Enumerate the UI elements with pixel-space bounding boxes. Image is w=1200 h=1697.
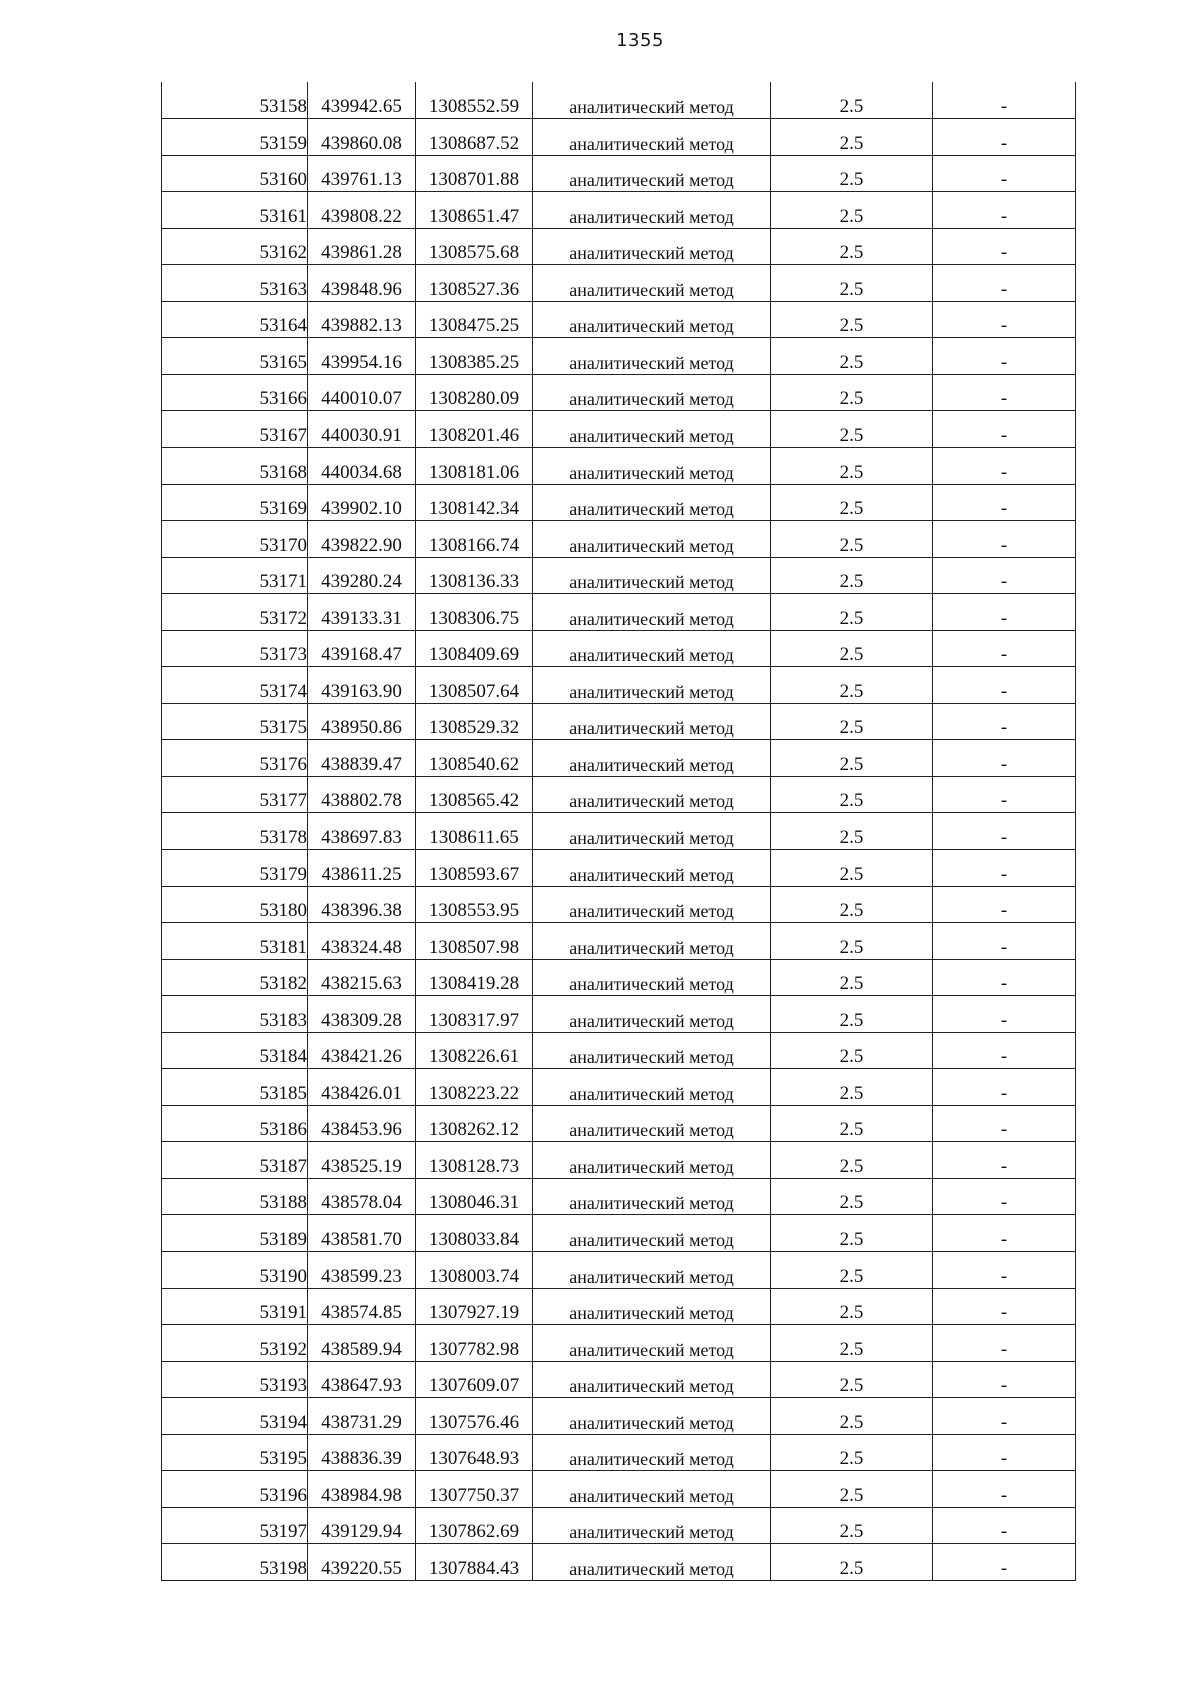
- x-coordinate-cell: 438839.47: [308, 740, 416, 777]
- table-row: [162, 338, 1076, 375]
- note-cell: -: [933, 923, 1076, 960]
- method-cell: аналитический метод: [533, 923, 771, 960]
- note-cell: -: [933, 155, 1076, 192]
- y-coordinate-cell: 1308651.47: [416, 192, 533, 229]
- point-number-cell: 53183: [162, 996, 308, 1033]
- accuracy-cell: 2.5: [771, 1471, 933, 1508]
- table-row: [162, 813, 1076, 850]
- method-cell: аналитический метод: [533, 813, 771, 850]
- x-coordinate-cell: 438802.78: [308, 776, 416, 813]
- y-coordinate-cell: 1308280.09: [416, 374, 533, 411]
- point-number-cell: 53190: [162, 1252, 308, 1289]
- accuracy-cell: 2.5: [771, 1325, 933, 1362]
- method-cell: аналитический метод: [533, 594, 771, 631]
- accuracy-cell: 2.5: [771, 849, 933, 886]
- y-coordinate-cell: 1308593.67: [416, 849, 533, 886]
- note-cell: -: [933, 776, 1076, 813]
- point-number-cell: 53180: [162, 886, 308, 923]
- x-coordinate-cell: 438581.70: [308, 1215, 416, 1252]
- table-row: [162, 630, 1076, 667]
- y-coordinate-cell: 1307750.37: [416, 1471, 533, 1508]
- note-cell: -: [933, 411, 1076, 448]
- point-number-cell: 53173: [162, 630, 308, 667]
- accuracy-cell: 2.5: [771, 740, 933, 777]
- accuracy-cell: 2.5: [771, 886, 933, 923]
- accuracy-cell: 2.5: [771, 1105, 933, 1142]
- point-number-cell: 53166: [162, 374, 308, 411]
- x-coordinate-cell: 438599.23: [308, 1252, 416, 1289]
- method-cell: аналитический метод: [533, 119, 771, 156]
- method-cell: аналитический метод: [533, 192, 771, 229]
- accuracy-cell: 2.5: [771, 119, 933, 156]
- note-cell: -: [933, 1398, 1076, 1435]
- table-row: [162, 411, 1076, 448]
- method-cell: аналитический метод: [533, 1069, 771, 1106]
- x-coordinate-cell: 439942.65: [308, 82, 416, 119]
- point-number-cell: 53159: [162, 119, 308, 156]
- note-cell: -: [933, 484, 1076, 521]
- table-row: [162, 1361, 1076, 1398]
- note-cell: -: [933, 82, 1076, 119]
- table-row: [162, 228, 1076, 265]
- note-cell: -: [933, 1544, 1076, 1581]
- table-row: [162, 740, 1076, 777]
- point-number-cell: 53195: [162, 1434, 308, 1471]
- note-cell: -: [933, 1142, 1076, 1179]
- note-cell: -: [933, 996, 1076, 1033]
- y-coordinate-cell: 1308553.95: [416, 886, 533, 923]
- point-number-cell: 53158: [162, 82, 308, 119]
- y-coordinate-cell: 1307609.07: [416, 1361, 533, 1398]
- method-cell: аналитический метод: [533, 1325, 771, 1362]
- method-cell: аналитический метод: [533, 1398, 771, 1435]
- method-cell: аналитический метод: [533, 1544, 771, 1581]
- table-row: [162, 119, 1076, 156]
- accuracy-cell: 2.5: [771, 301, 933, 338]
- note-cell: -: [933, 521, 1076, 558]
- point-number-cell: 53185: [162, 1069, 308, 1106]
- y-coordinate-cell: 1307862.69: [416, 1507, 533, 1544]
- accuracy-cell: 2.5: [771, 594, 933, 631]
- x-coordinate-cell: 438574.85: [308, 1288, 416, 1325]
- table-row: [162, 1434, 1076, 1471]
- y-coordinate-cell: 1308142.34: [416, 484, 533, 521]
- point-number-cell: 53184: [162, 1032, 308, 1069]
- accuracy-cell: 2.5: [771, 959, 933, 996]
- y-coordinate-cell: 1308317.97: [416, 996, 533, 1033]
- point-number-cell: 53179: [162, 849, 308, 886]
- table-row: [162, 1471, 1076, 1508]
- x-coordinate-cell: 439861.28: [308, 228, 416, 265]
- note-cell: -: [933, 447, 1076, 484]
- method-cell: аналитический метод: [533, 1434, 771, 1471]
- accuracy-cell: 2.5: [771, 1142, 933, 1179]
- method-cell: аналитический метод: [533, 740, 771, 777]
- y-coordinate-cell: 1308701.88: [416, 155, 533, 192]
- table-row: [162, 155, 1076, 192]
- table-row: [162, 192, 1076, 229]
- x-coordinate-cell: 439129.94: [308, 1507, 416, 1544]
- point-number-cell: 53165: [162, 338, 308, 375]
- point-number-cell: 53176: [162, 740, 308, 777]
- x-coordinate-cell: 439808.22: [308, 192, 416, 229]
- method-cell: аналитический метод: [533, 703, 771, 740]
- method-cell: аналитический метод: [533, 996, 771, 1033]
- point-number-cell: 53160: [162, 155, 308, 192]
- table-row: [162, 447, 1076, 484]
- note-cell: -: [933, 594, 1076, 631]
- y-coordinate-cell: 1308046.31: [416, 1178, 533, 1215]
- table-row: [162, 923, 1076, 960]
- point-number-cell: 53170: [162, 521, 308, 558]
- x-coordinate-cell: 439954.16: [308, 338, 416, 375]
- accuracy-cell: 2.5: [771, 155, 933, 192]
- x-coordinate-cell: 439761.13: [308, 155, 416, 192]
- accuracy-cell: 2.5: [771, 776, 933, 813]
- table-row: [162, 1178, 1076, 1215]
- point-number-cell: 53198: [162, 1544, 308, 1581]
- method-cell: аналитический метод: [533, 1361, 771, 1398]
- method-cell: аналитический метод: [533, 557, 771, 594]
- point-number-cell: 53181: [162, 923, 308, 960]
- method-cell: аналитический метод: [533, 447, 771, 484]
- method-cell: аналитический метод: [533, 338, 771, 375]
- method-cell: аналитический метод: [533, 1215, 771, 1252]
- point-number-cell: 53172: [162, 594, 308, 631]
- x-coordinate-cell: 438950.86: [308, 703, 416, 740]
- note-cell: -: [933, 557, 1076, 594]
- point-number-cell: 53174: [162, 667, 308, 704]
- x-coordinate-cell: 439848.96: [308, 265, 416, 302]
- accuracy-cell: 2.5: [771, 1032, 933, 1069]
- table-row: [162, 1398, 1076, 1435]
- note-cell: -: [933, 740, 1076, 777]
- point-number-cell: 53163: [162, 265, 308, 302]
- accuracy-cell: 2.5: [771, 338, 933, 375]
- y-coordinate-cell: 1308529.32: [416, 703, 533, 740]
- method-cell: аналитический метод: [533, 374, 771, 411]
- accuracy-cell: 2.5: [771, 630, 933, 667]
- table-row: [162, 1544, 1076, 1581]
- accuracy-cell: 2.5: [771, 1178, 933, 1215]
- table-row: [162, 301, 1076, 338]
- table-row: [162, 521, 1076, 558]
- x-coordinate-cell: 439168.47: [308, 630, 416, 667]
- x-coordinate-cell: 439220.55: [308, 1544, 416, 1581]
- point-number-cell: 53189: [162, 1215, 308, 1252]
- note-cell: -: [933, 959, 1076, 996]
- accuracy-cell: 2.5: [771, 192, 933, 229]
- note-cell: -: [933, 338, 1076, 375]
- table-row: [162, 1069, 1076, 1106]
- table-row: [162, 996, 1076, 1033]
- note-cell: -: [933, 1032, 1076, 1069]
- y-coordinate-cell: 1308409.69: [416, 630, 533, 667]
- y-coordinate-cell: 1308552.59: [416, 82, 533, 119]
- point-number-cell: 53182: [162, 959, 308, 996]
- note-cell: -: [933, 1252, 1076, 1289]
- point-number-cell: 53169: [162, 484, 308, 521]
- point-number-cell: 53187: [162, 1142, 308, 1179]
- accuracy-cell: 2.5: [771, 411, 933, 448]
- method-cell: аналитический метод: [533, 484, 771, 521]
- x-coordinate-cell: 440010.07: [308, 374, 416, 411]
- table-row: [162, 1215, 1076, 1252]
- note-cell: -: [933, 630, 1076, 667]
- table-body: [162, 82, 1076, 1580]
- accuracy-cell: 2.5: [771, 484, 933, 521]
- point-number-cell: 53186: [162, 1105, 308, 1142]
- y-coordinate-cell: 1307927.19: [416, 1288, 533, 1325]
- method-cell: аналитический метод: [533, 667, 771, 704]
- x-coordinate-cell: 438611.25: [308, 849, 416, 886]
- method-cell: аналитический метод: [533, 886, 771, 923]
- y-coordinate-cell: 1308507.64: [416, 667, 533, 704]
- accuracy-cell: 2.5: [771, 1544, 933, 1581]
- y-coordinate-cell: 1308223.22: [416, 1069, 533, 1106]
- note-cell: -: [933, 1434, 1076, 1471]
- x-coordinate-cell: 438324.48: [308, 923, 416, 960]
- accuracy-cell: 2.5: [771, 1215, 933, 1252]
- table-row: [162, 557, 1076, 594]
- x-coordinate-cell: 439902.10: [308, 484, 416, 521]
- x-coordinate-cell: 438426.01: [308, 1069, 416, 1106]
- y-coordinate-cell: 1308181.06: [416, 447, 533, 484]
- table-row: [162, 849, 1076, 886]
- accuracy-cell: 2.5: [771, 228, 933, 265]
- table-row: [162, 1032, 1076, 1069]
- x-coordinate-cell: 438697.83: [308, 813, 416, 850]
- y-coordinate-cell: 1308475.25: [416, 301, 533, 338]
- table-row: [162, 1105, 1076, 1142]
- table-row: [162, 265, 1076, 302]
- method-cell: аналитический метод: [533, 776, 771, 813]
- point-number-cell: 53197: [162, 1507, 308, 1544]
- x-coordinate-cell: 440034.68: [308, 447, 416, 484]
- table-row: [162, 82, 1076, 119]
- method-cell: аналитический метод: [533, 521, 771, 558]
- method-cell: аналитический метод: [533, 155, 771, 192]
- accuracy-cell: 2.5: [771, 1398, 933, 1435]
- note-cell: -: [933, 1178, 1076, 1215]
- note-cell: -: [933, 1069, 1076, 1106]
- accuracy-cell: 2.5: [771, 1434, 933, 1471]
- method-cell: аналитический метод: [533, 1288, 771, 1325]
- method-cell: аналитический метод: [533, 1252, 771, 1289]
- y-coordinate-cell: 1308003.74: [416, 1252, 533, 1289]
- y-coordinate-cell: 1307782.98: [416, 1325, 533, 1362]
- table-row: [162, 1142, 1076, 1179]
- note-cell: -: [933, 1361, 1076, 1398]
- x-coordinate-cell: 438396.38: [308, 886, 416, 923]
- y-coordinate-cell: 1308226.61: [416, 1032, 533, 1069]
- y-coordinate-cell: 1308540.62: [416, 740, 533, 777]
- note-cell: -: [933, 1507, 1076, 1544]
- point-number-cell: 53168: [162, 447, 308, 484]
- y-coordinate-cell: 1308136.33: [416, 557, 533, 594]
- note-cell: -: [933, 813, 1076, 850]
- point-number-cell: 53188: [162, 1178, 308, 1215]
- note-cell: -: [933, 703, 1076, 740]
- accuracy-cell: 2.5: [771, 703, 933, 740]
- x-coordinate-cell: 438984.98: [308, 1471, 416, 1508]
- point-number-cell: 53194: [162, 1398, 308, 1435]
- point-number-cell: 53161: [162, 192, 308, 229]
- y-coordinate-cell: 1308611.65: [416, 813, 533, 850]
- note-cell: -: [933, 1215, 1076, 1252]
- table-row: [162, 374, 1076, 411]
- method-cell: аналитический метод: [533, 959, 771, 996]
- y-coordinate-cell: 1308201.46: [416, 411, 533, 448]
- x-coordinate-cell: 440030.91: [308, 411, 416, 448]
- accuracy-cell: 2.5: [771, 265, 933, 302]
- accuracy-cell: 2.5: [771, 1252, 933, 1289]
- note-cell: -: [933, 228, 1076, 265]
- note-cell: -: [933, 265, 1076, 302]
- method-cell: аналитический метод: [533, 301, 771, 338]
- method-cell: аналитический метод: [533, 1105, 771, 1142]
- x-coordinate-cell: 438215.63: [308, 959, 416, 996]
- point-number-cell: 53193: [162, 1361, 308, 1398]
- note-cell: -: [933, 1288, 1076, 1325]
- table-row: [162, 667, 1076, 704]
- y-coordinate-cell: 1308687.52: [416, 119, 533, 156]
- y-coordinate-cell: 1308527.36: [416, 265, 533, 302]
- y-coordinate-cell: 1307884.43: [416, 1544, 533, 1581]
- accuracy-cell: 2.5: [771, 1069, 933, 1106]
- point-number-cell: 53192: [162, 1325, 308, 1362]
- x-coordinate-cell: 439860.08: [308, 119, 416, 156]
- method-cell: аналитический метод: [533, 630, 771, 667]
- accuracy-cell: 2.5: [771, 447, 933, 484]
- x-coordinate-cell: 438836.39: [308, 1434, 416, 1471]
- x-coordinate-cell: 438589.94: [308, 1325, 416, 1362]
- point-number-cell: 53164: [162, 301, 308, 338]
- x-coordinate-cell: 439163.90: [308, 667, 416, 704]
- point-number-cell: 53167: [162, 411, 308, 448]
- table-row: [162, 1252, 1076, 1289]
- method-cell: аналитический метод: [533, 1471, 771, 1508]
- x-coordinate-cell: 438647.93: [308, 1361, 416, 1398]
- point-number-cell: 53196: [162, 1471, 308, 1508]
- table-row: [162, 594, 1076, 631]
- point-number-cell: 53171: [162, 557, 308, 594]
- x-coordinate-cell: 438309.28: [308, 996, 416, 1033]
- y-coordinate-cell: 1308033.84: [416, 1215, 533, 1252]
- x-coordinate-cell: 439882.13: [308, 301, 416, 338]
- note-cell: -: [933, 301, 1076, 338]
- method-cell: аналитический метод: [533, 1178, 771, 1215]
- point-number-cell: 53178: [162, 813, 308, 850]
- x-coordinate-cell: 438525.19: [308, 1142, 416, 1179]
- point-number-cell: 53175: [162, 703, 308, 740]
- y-coordinate-cell: 1308565.42: [416, 776, 533, 813]
- note-cell: -: [933, 192, 1076, 229]
- method-cell: аналитический метод: [533, 228, 771, 265]
- method-cell: аналитический метод: [533, 1032, 771, 1069]
- note-cell: -: [933, 374, 1076, 411]
- note-cell: -: [933, 1325, 1076, 1362]
- page-number: 1355: [616, 30, 664, 51]
- note-cell: -: [933, 886, 1076, 923]
- note-cell: -: [933, 1105, 1076, 1142]
- note-cell: -: [933, 849, 1076, 886]
- coordinates-table: [161, 82, 1076, 1581]
- note-cell: -: [933, 119, 1076, 156]
- method-cell: аналитический метод: [533, 1507, 771, 1544]
- method-cell: аналитический метод: [533, 1142, 771, 1179]
- accuracy-cell: 2.5: [771, 557, 933, 594]
- method-cell: аналитический метод: [533, 411, 771, 448]
- x-coordinate-cell: 438421.26: [308, 1032, 416, 1069]
- accuracy-cell: 2.5: [771, 82, 933, 119]
- y-coordinate-cell: 1308166.74: [416, 521, 533, 558]
- point-number-cell: 53162: [162, 228, 308, 265]
- y-coordinate-cell: 1308419.28: [416, 959, 533, 996]
- y-coordinate-cell: 1308507.98: [416, 923, 533, 960]
- point-number-cell: 53191: [162, 1288, 308, 1325]
- accuracy-cell: 2.5: [771, 996, 933, 1033]
- x-coordinate-cell: 438578.04: [308, 1178, 416, 1215]
- point-number-cell: 53177: [162, 776, 308, 813]
- accuracy-cell: 2.5: [771, 374, 933, 411]
- method-cell: аналитический метод: [533, 849, 771, 886]
- table-row: [162, 959, 1076, 996]
- table-row: [162, 703, 1076, 740]
- method-cell: аналитический метод: [533, 265, 771, 302]
- note-cell: -: [933, 1471, 1076, 1508]
- y-coordinate-cell: 1308385.25: [416, 338, 533, 375]
- x-coordinate-cell: 439822.90: [308, 521, 416, 558]
- x-coordinate-cell: 438453.96: [308, 1105, 416, 1142]
- table-row: [162, 776, 1076, 813]
- table-row: [162, 1288, 1076, 1325]
- accuracy-cell: 2.5: [771, 521, 933, 558]
- accuracy-cell: 2.5: [771, 923, 933, 960]
- x-coordinate-cell: 438731.29: [308, 1398, 416, 1435]
- note-cell: -: [933, 667, 1076, 704]
- table-row: [162, 1325, 1076, 1362]
- method-cell: аналитический метод: [533, 82, 771, 119]
- y-coordinate-cell: 1308128.73: [416, 1142, 533, 1179]
- y-coordinate-cell: 1307576.46: [416, 1398, 533, 1435]
- x-coordinate-cell: 439280.24: [308, 557, 416, 594]
- table-row: [162, 1507, 1076, 1544]
- accuracy-cell: 2.5: [771, 1361, 933, 1398]
- table-row: [162, 484, 1076, 521]
- accuracy-cell: 2.5: [771, 1288, 933, 1325]
- table-row: [162, 886, 1076, 923]
- y-coordinate-cell: 1308262.12: [416, 1105, 533, 1142]
- y-coordinate-cell: 1308575.68: [416, 228, 533, 265]
- x-coordinate-cell: 439133.31: [308, 594, 416, 631]
- y-coordinate-cell: 1307648.93: [416, 1434, 533, 1471]
- accuracy-cell: 2.5: [771, 813, 933, 850]
- accuracy-cell: 2.5: [771, 1507, 933, 1544]
- y-coordinate-cell: 1308306.75: [416, 594, 533, 631]
- accuracy-cell: 2.5: [771, 667, 933, 704]
